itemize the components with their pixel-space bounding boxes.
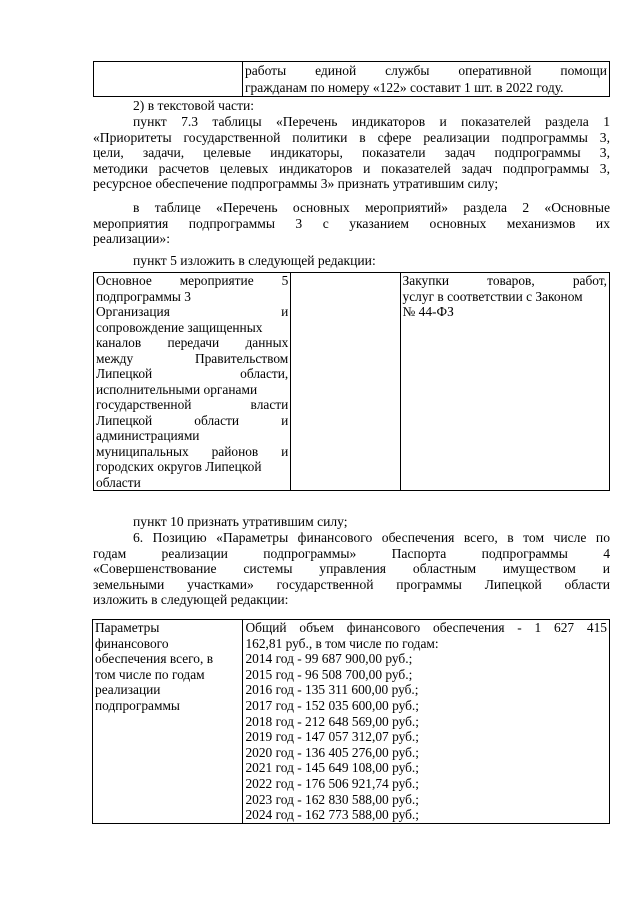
paragraph-7-3 [93, 114, 610, 192]
text-line: Организация и [96, 304, 289, 319]
year-line: 2019 год - 147 057 312,07 руб.; [245, 729, 419, 745]
text-line: городских округов Липецкой [96, 459, 262, 474]
text-line: пункт 7.3 таблицы «Перечень индикаторов и показателей раздела 1 [133, 114, 610, 129]
text-line: каналов передачи данных [96, 335, 289, 350]
text-line: 2) в текстовой части: [133, 98, 255, 113]
text-line: мероприятия подпрограммы 3 с указанием основных механизмов их [93, 215, 610, 231]
year-line: 2016 год - 135 311 600,00 руб.; [245, 682, 419, 698]
text-line: гражданам по номеру «122» составит 1 шт. в 2022 году. [245, 80, 564, 95]
year-line: 2017 год - 152 035 600,00 руб.; [245, 697, 419, 713]
text-line: исполнительными органами [96, 381, 258, 397]
year-line: 2022 год - 176 506 921,74 руб.; [245, 775, 419, 791]
text-line: государственной власти [96, 397, 289, 412]
paragraph-table-list [93, 200, 610, 247]
text-line: земельными участками» государственной программы Липецкой области [93, 576, 610, 592]
text-line: реализации [95, 682, 161, 698]
text-line: пункт 10 признать утратившим силу; [133, 514, 348, 529]
text-line: пункт 5 изложить в следующей редакции: [133, 253, 376, 268]
text-line: изложить в следующей редакции: [93, 592, 289, 608]
text-line: финансового [95, 635, 169, 651]
year-line: 2021 год - 145 649 108,00 руб.; [245, 760, 419, 776]
text-line: «Приоритеты государственной политики в сфере реализации подпрограммы 3, [93, 129, 610, 145]
text-line: сопровождение защищенных [96, 319, 263, 335]
text-line: муниципальных районов и [96, 443, 289, 459]
year-line: 2018 год - 212 648 569,00 руб.; [245, 713, 419, 729]
text-line: подпрограммы 3 [96, 288, 191, 304]
text-line: Липецкой области, [96, 366, 289, 381]
text-line: области [96, 474, 141, 490]
table-finance-label-cell [93, 620, 243, 824]
text-line: ресурсное обеспечение подпрограммы 3» признать утратившим силу; [93, 176, 499, 192]
text-line: в таблице «Перечень основных мероприятий» раздела 2 «Основные [133, 200, 610, 215]
text-line: № 44-ФЗ [402, 304, 454, 319]
top-table [93, 61, 610, 97]
top-table-left-cell [94, 62, 243, 97]
text-line: услуг в соответствии с Законом [402, 288, 583, 304]
paragraph-point10 [93, 514, 610, 530]
text-line: Липецкой области и [96, 412, 289, 428]
year-line: 2020 год - 136 405 276,00 руб.; [245, 744, 419, 760]
text-line: «Совершенствование системы управления областным имуществом и [93, 561, 610, 577]
paragraph-point5 [93, 253, 610, 269]
text-line: методики расчетов целевых индикаторов и показателей задач подпрограммы 3, [93, 160, 610, 176]
text-line: обеспечения всего, в [95, 651, 214, 667]
table-point5-col3 [400, 273, 609, 491]
text-line: том числе по годам [95, 666, 205, 682]
text-line: работы единой службы оперативной помощи [245, 63, 607, 78]
table-point5-col1 [94, 273, 291, 491]
table-point5-col2 [291, 273, 400, 491]
text-line: Закупки товаров, работ, [402, 273, 607, 288]
paragraph-item6 [93, 530, 610, 608]
text-line: реализации»: [93, 231, 171, 247]
table-finance-value-cell [243, 620, 610, 824]
year-line: 2015 год - 96 508 700,00 руб.; [245, 666, 413, 682]
text-line: годам реализации подпрограммы» Паспорта подпрограммы 4 [93, 545, 610, 561]
year-line: 2014 год - 99 687 900,00 руб.; [245, 651, 413, 667]
text-line: между Правительством [96, 350, 289, 366]
top-table-right-cell [243, 62, 610, 97]
text-line: администрациями [96, 428, 200, 443]
text-line: Общий объем финансового обеспечения - 1 627 415 [245, 620, 607, 635]
text-line: Параметры [95, 620, 160, 635]
text-line: 6. Позицию «Параметры финансового обеспечения всего, в том числе по [133, 530, 610, 545]
years-list [245, 651, 607, 823]
text-line: 162,81 руб., в том числе по годам: [245, 635, 439, 651]
text-line: подпрограммы [95, 697, 180, 713]
table-finance [92, 619, 610, 824]
year-line: 2023 год - 162 830 588,00 руб.; [245, 791, 419, 807]
text-line: Основное мероприятие 5 [96, 273, 289, 288]
paragraph-item2 [93, 98, 610, 114]
table-point5 [93, 272, 610, 491]
year-line: 2024 год - 162 773 588,00 руб.; [245, 807, 419, 823]
text-line: цели, задачи, целевые индикаторы, показатели задач подпрограммы 3, [93, 145, 610, 161]
